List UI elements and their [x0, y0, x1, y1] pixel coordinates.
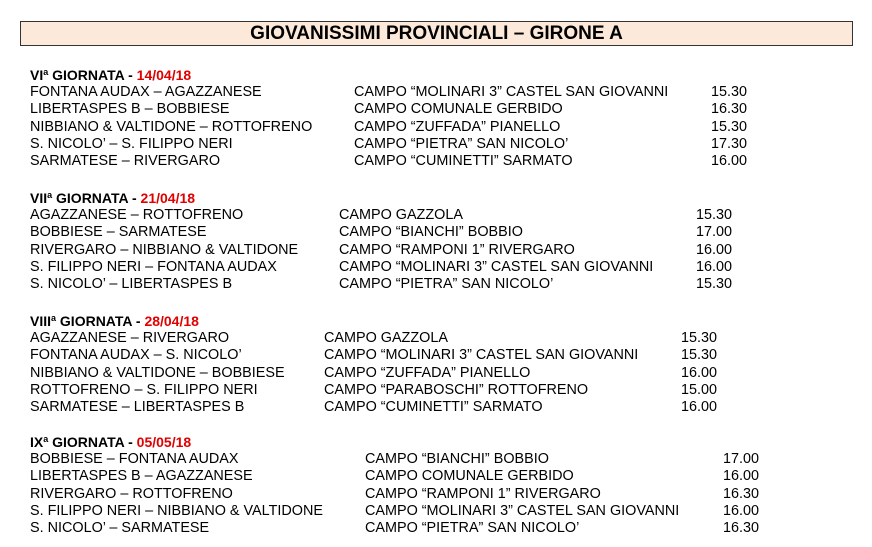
match-teams: LIBERTASPES B – BOBBIESE: [30, 101, 230, 118]
match-row: [30, 224, 733, 241]
match-row: [30, 101, 748, 118]
match-row: [30, 347, 718, 364]
match-time: 16.00: [681, 399, 718, 416]
round-section: [30, 66, 748, 170]
match-row: [30, 276, 733, 293]
match-row: [30, 84, 748, 101]
round-date: 28/04/18: [144, 313, 199, 329]
match-row: [30, 258, 733, 276]
match-teams: SARMATESE – RIVERGARO: [30, 153, 221, 170]
match-teams: S. FILIPPO NERI – FONTANA AUDAX: [30, 258, 277, 275]
match-venue: CAMPO “ZUFFADA” PIANELLO: [324, 364, 531, 381]
match-venue: CAMPO GAZZOLA: [324, 330, 448, 346]
match-time: 16.00: [696, 241, 733, 258]
match-venue: CAMPO “CUMINETTI” SARMATO: [324, 399, 543, 416]
match-venue: CAMPO “PIETRA” SAN NICOLO’: [365, 520, 580, 537]
match-teams: FONTANA AUDAX – S. NICOLO’: [30, 347, 242, 364]
match-time: 17.30: [711, 135, 748, 152]
round-date: 05/05/18: [136, 434, 192, 450]
round-section: [30, 189, 733, 293]
match-time: 16.30: [723, 485, 760, 502]
match-teams: S. NICOLO’ – SARMATESE: [30, 520, 210, 537]
match-row: [30, 241, 733, 259]
match-time: 15.00: [681, 381, 718, 398]
match-row: [30, 364, 718, 382]
match-row: [30, 207, 733, 224]
round-section: [30, 312, 718, 416]
match-venue: CAMPO “BIANCHI” BOBBIO: [365, 451, 549, 467]
match-venue: CAMPO “PIETRA” SAN NICOLO’: [339, 276, 554, 293]
match-time: 16.00: [696, 258, 733, 275]
match-row: [30, 135, 748, 153]
match-teams: NIBBIANO & VALTIDONE – ROTTOFRENO: [30, 118, 313, 135]
match-teams: RIVERGARO – NIBBIANO & VALTIDONE: [30, 241, 299, 258]
match-venue: CAMPO “ZUFFADA” PIANELLO: [354, 118, 561, 135]
match-venue: CAMPO COMUNALE GERBIDO: [354, 101, 563, 118]
match-time: 16.30: [711, 101, 748, 118]
match-time: 15.30: [696, 276, 733, 293]
match-row: [30, 502, 760, 520]
match-time: 16.00: [723, 502, 760, 519]
match-time: 17.00: [696, 224, 733, 241]
match-row: [30, 399, 718, 416]
match-teams: ROTTOFRENO – S. FILIPPO NERI: [30, 381, 258, 398]
match-teams: RIVERGARO – ROTTOFRENO: [30, 485, 233, 502]
match-row: [30, 485, 760, 503]
match-venue: CAMPO GAZZOLA: [339, 207, 463, 223]
match-row: [30, 118, 748, 136]
round-heading: VIII$^a$ GIORNATA - 28/04/18: [30, 313, 199, 329]
match-teams: FONTANA AUDAX – AGAZZANESE: [30, 84, 262, 100]
match-teams: AGAZZANESE – RIVERGARO: [30, 330, 230, 346]
match-teams: AGAZZANESE – ROTTOFRENO: [30, 207, 244, 223]
match-time: 16.00: [723, 468, 760, 485]
match-venue: CAMPO “PARABOSCHI” ROTTOFRENO: [324, 381, 589, 398]
match-row: [30, 520, 760, 537]
match-teams: LIBERTASPES B – AGAZZANESE: [30, 468, 253, 485]
match-venue: CAMPO “MOLINARI 3” CASTEL SAN GIOVANNI: [365, 502, 680, 519]
match-time: 15.30: [711, 118, 748, 135]
match-time: 15.30: [711, 84, 748, 100]
match-time: 16.00: [711, 153, 748, 170]
round-heading: $VI^a$ GIORNATA - 14/04/18: [30, 67, 192, 83]
round-section: [30, 433, 760, 537]
match-row: [30, 330, 718, 347]
page-title: GIOVANISSIMI PROVINCIALI – GIRONE A: [20, 21, 853, 46]
match-venue: CAMPO “MOLINARI 3” CASTEL SAN GIOVANNI: [324, 347, 639, 364]
match-venue: CAMPO “PIETRA” SAN NICOLO’: [354, 135, 569, 152]
match-time: 15.30: [681, 347, 718, 364]
match-time: 16.00: [681, 364, 718, 381]
match-venue: CAMPO “CUMINETTI” SARMATO: [354, 153, 573, 170]
match-venue: CAMPO “RAMPONI 1” RIVERGARO: [339, 241, 575, 258]
match-time: 15.30: [681, 330, 718, 346]
match-time: 16.30: [723, 520, 760, 537]
round-heading: $IX^a$ GIORNATA - 05/05/18: [30, 434, 192, 450]
match-row: [30, 153, 748, 170]
match-row: [30, 381, 718, 399]
match-venue: CAMPO COMUNALE GERBIDO: [365, 468, 574, 485]
match-teams: BOBBIESE – SARMATESE: [30, 224, 207, 241]
match-venue: CAMPO “MOLINARI 3” CASTEL SAN GIOVANNI: [339, 258, 654, 275]
match-teams: S. NICOLO’ – S. FILIPPO NERI: [30, 135, 233, 152]
match-row: [30, 451, 760, 468]
match-teams: SARMATESE – LIBERTASPES B: [30, 399, 245, 416]
round-heading: VII$^a$ GIORNATA - 21/04/18: [30, 190, 196, 206]
match-teams: S. NICOLO’ – LIBERTASPES B: [30, 276, 233, 293]
match-time: 17.00: [723, 451, 760, 467]
round-date: 14/04/18: [136, 67, 192, 83]
match-teams: S. FILIPPO NERI – NIBBIANO & VALTIDONE: [30, 502, 323, 519]
match-row: [30, 468, 760, 485]
match-time: 15.30: [696, 207, 733, 223]
match-teams: BOBBIESE – FONTANA AUDAX: [30, 451, 239, 467]
match-venue: CAMPO “BIANCHI” BOBBIO: [339, 224, 523, 241]
match-teams: NIBBIANO & VALTIDONE – BOBBIESE: [30, 364, 285, 381]
match-venue: CAMPO “MOLINARI 3” CASTEL SAN GIOVANNI: [354, 84, 669, 100]
match-venue: CAMPO “RAMPONI 1” RIVERGARO: [365, 485, 601, 502]
round-date: 21/04/18: [140, 190, 196, 206]
